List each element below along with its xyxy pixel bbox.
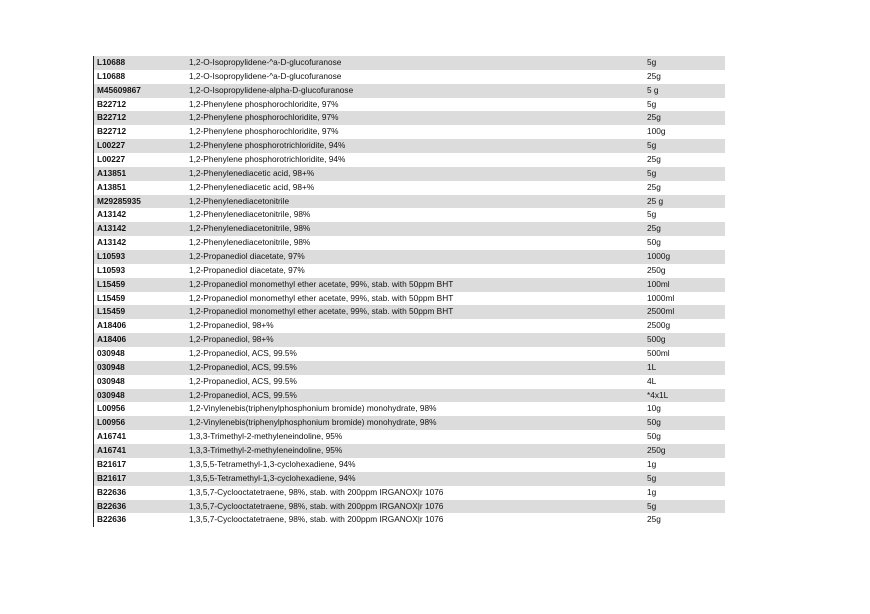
table-row xyxy=(94,292,725,306)
package-size: 5g xyxy=(647,140,657,151)
package-size: 250g xyxy=(647,264,666,275)
table-row xyxy=(94,222,725,236)
product-name: 1,2-Phenylene phosphorotrichloridite, 94% xyxy=(189,154,346,165)
package-size: 25g xyxy=(647,514,661,525)
table-row xyxy=(94,319,725,333)
table-row xyxy=(94,333,725,347)
package-size: 5 g xyxy=(647,84,659,95)
catalog-number: 030948 xyxy=(97,361,125,372)
product-name: 1,2-Phenylenediacetic acid, 98+% xyxy=(189,181,315,192)
table-row xyxy=(94,167,725,181)
catalog-number: M45609867 xyxy=(97,84,141,95)
package-size: 1g xyxy=(647,458,657,469)
package-size: 25g xyxy=(647,223,661,234)
product-name: 1,2-Phenylenediacetonitrile xyxy=(189,195,290,206)
product-table xyxy=(93,56,725,527)
product-name: 1,2-Phenylenediacetonitrile, 98% xyxy=(189,237,311,248)
table-row xyxy=(94,444,725,458)
product-name: 1,2-Propanediol, ACS, 99.5% xyxy=(189,389,297,400)
table-row xyxy=(94,416,725,430)
catalog-number: 030948 xyxy=(97,348,125,359)
catalog-number: L00227 xyxy=(97,154,126,165)
package-size: 500g xyxy=(647,334,666,345)
catalog-number: L15459 xyxy=(97,292,126,303)
package-size: 5g xyxy=(647,472,657,483)
catalog-number: L00227 xyxy=(97,140,126,151)
catalog-number: A18406 xyxy=(97,320,127,331)
catalog-number: A18406 xyxy=(97,334,127,345)
catalog-number: L10688 xyxy=(97,70,126,81)
product-name: 1,2-Propanediol, ACS, 99.5% xyxy=(189,348,297,359)
catalog-number: A16741 xyxy=(97,431,127,442)
catalog-number: 030948 xyxy=(97,389,125,400)
catalog-number: L10593 xyxy=(97,264,126,275)
catalog-number: L00956 xyxy=(97,403,126,414)
product-name: 1,2-Propanediol monomethyl ether acetate, 99%, stab. with 50ppm BHT xyxy=(189,306,454,317)
table-row xyxy=(94,513,725,527)
table-row xyxy=(94,70,725,84)
table-row xyxy=(94,402,725,416)
product-name: 1,2-O-Isopropylidene-alpha-D-glucofuranose xyxy=(189,84,354,95)
table-row xyxy=(94,361,725,375)
product-name: 1,2-Propanediol monomethyl ether acetate, 99%, stab. with 50ppm BHT xyxy=(189,292,454,303)
package-size: *4x1L xyxy=(647,389,669,400)
table-row xyxy=(94,375,725,389)
table-row xyxy=(94,208,725,222)
table-row xyxy=(94,264,725,278)
catalog-number: B22712 xyxy=(97,126,127,137)
catalog-number: B21617 xyxy=(97,458,127,469)
package-size: 2500ml xyxy=(647,306,675,317)
package-size: 1000g xyxy=(647,251,671,262)
package-size: 50g xyxy=(647,237,661,248)
table-row xyxy=(94,347,725,361)
catalog-number: L15459 xyxy=(97,278,126,289)
product-name: 1,2-Vinylenebis(triphenylphosphonium bromide) monohydrate, 98% xyxy=(189,403,437,414)
product-name: 1,3,3-Trimethyl-2-methyleneindoline, 95% xyxy=(189,445,343,456)
package-size: 25g xyxy=(647,112,661,123)
product-name: 1,2-Phenylenediacetonitrile, 98% xyxy=(189,223,311,234)
table-row xyxy=(94,250,725,264)
catalog-number: B22712 xyxy=(97,98,127,109)
table-row xyxy=(94,486,725,500)
table-row xyxy=(94,181,725,195)
table-row xyxy=(94,430,725,444)
package-size: 500ml xyxy=(647,348,670,359)
catalog-number: M29285935 xyxy=(97,195,141,206)
catalog-number: B22636 xyxy=(97,500,127,511)
package-size: 5g xyxy=(647,98,657,109)
product-name: 1,3,5,5-Tetramethyl-1,3-cyclohexadiene, 94% xyxy=(189,472,356,483)
table-row xyxy=(94,84,725,98)
table-row xyxy=(94,125,725,139)
catalog-number: L00956 xyxy=(97,417,126,428)
table-row xyxy=(94,56,725,70)
table-row xyxy=(94,472,725,486)
package-size: 5g xyxy=(647,209,657,220)
package-size: 5g xyxy=(647,167,657,178)
package-size: 250g xyxy=(647,445,666,456)
table-row xyxy=(94,236,725,250)
product-name: 1,3,3-Trimethyl-2-methyleneindoline, 95% xyxy=(189,431,343,442)
package-size: 100ml xyxy=(647,278,670,289)
product-name: 1,3,5,7-Cyclooctatetraene, 98%, stab. with 200ppm IRGANOX|r 1076 xyxy=(189,514,444,525)
product-name: 1,2-Propanediol, 98+% xyxy=(189,334,274,345)
package-size: 1L xyxy=(647,361,657,372)
product-name: 1,2-Propanediol diacetate, 97% xyxy=(189,264,305,275)
catalog-number: A13142 xyxy=(97,223,127,234)
package-size: 5g xyxy=(647,500,657,511)
catalog-number: A13142 xyxy=(97,209,127,220)
product-name: 1,3,5,5-Tetramethyl-1,3-cyclohexadiene, 94% xyxy=(189,458,356,469)
catalog-number: B22636 xyxy=(97,486,127,497)
table-row xyxy=(94,98,725,112)
catalog-number: A16741 xyxy=(97,445,127,456)
package-size: 50g xyxy=(647,417,661,428)
product-name: 1,2-Phenylene phosphorochloridite, 97% xyxy=(189,112,339,123)
catalog-number: B22636 xyxy=(97,514,127,525)
package-size: 4L xyxy=(647,375,657,386)
package-size: 5g xyxy=(647,57,657,67)
product-name: 1,2-Propanediol diacetate, 97% xyxy=(189,251,305,262)
package-size: 25 g xyxy=(647,195,664,206)
table-row xyxy=(94,278,725,292)
package-size: 50g xyxy=(647,431,661,442)
product-name: 1,2-Phenylenediacetonitrile, 98% xyxy=(189,209,311,220)
catalog-number: L10593 xyxy=(97,251,126,262)
catalog-number: A13142 xyxy=(97,237,127,248)
package-size: 1000ml xyxy=(647,292,675,303)
table-row xyxy=(94,195,725,209)
product-name: 1,2-Propanediol monomethyl ether acetate, 99%, stab. with 50ppm BHT xyxy=(189,278,454,289)
catalog-number: B21617 xyxy=(97,472,127,483)
table-row xyxy=(94,458,725,472)
package-size: 1g xyxy=(647,486,657,497)
product-name: 1,2-Propanediol, ACS, 99.5% xyxy=(189,375,297,386)
table-row xyxy=(94,111,725,125)
product-name: 1,3,5,7-Cyclooctatetraene, 98%, stab. with 200ppm IRGANOX|r 1076 xyxy=(189,486,444,497)
product-name: 1,2-Phenylene phosphorochloridite, 97% xyxy=(189,126,339,137)
catalog-number: A13851 xyxy=(97,181,127,192)
table-row xyxy=(94,139,725,153)
product-name: 1,2-Phenylene phosphorotrichloridite, 94% xyxy=(189,140,346,151)
package-size: 10g xyxy=(647,403,661,414)
table-row xyxy=(94,389,725,403)
product-name: 1,2-O-Isopropylidene-^a-D-glucofuranose xyxy=(189,57,342,67)
product-name: 1,2-O-Isopropylidene-^a-D-glucofuranose xyxy=(189,70,342,81)
product-name: 1,2-Phenylene phosphorochloridite, 97% xyxy=(189,98,339,109)
catalog-number: B22712 xyxy=(97,112,127,123)
package-size: 25g xyxy=(647,181,661,192)
package-size: 25g xyxy=(647,154,661,165)
product-name: 1,2-Propanediol, 98+% xyxy=(189,320,274,331)
table-row xyxy=(94,500,725,514)
package-size: 2500g xyxy=(647,320,671,331)
catalog-number: L10688 xyxy=(97,57,126,67)
product-name: 1,2-Propanediol, ACS, 99.5% xyxy=(189,361,297,372)
catalog-number: L15459 xyxy=(97,306,126,317)
product-name: 1,2-Phenylenediacetic acid, 98+% xyxy=(189,167,315,178)
table-row xyxy=(94,305,725,319)
table-row xyxy=(94,153,725,167)
product-name: 1,3,5,7-Cyclooctatetraene, 98%, stab. with 200ppm IRGANOX|r 1076 xyxy=(189,500,444,511)
package-size: 25g xyxy=(647,70,661,81)
package-size: 100g xyxy=(647,126,666,137)
catalog-number: A13851 xyxy=(97,167,127,178)
product-name: 1,2-Vinylenebis(triphenylphosphonium bromide) monohydrate, 98% xyxy=(189,417,437,428)
catalog-number: 030948 xyxy=(97,375,125,386)
